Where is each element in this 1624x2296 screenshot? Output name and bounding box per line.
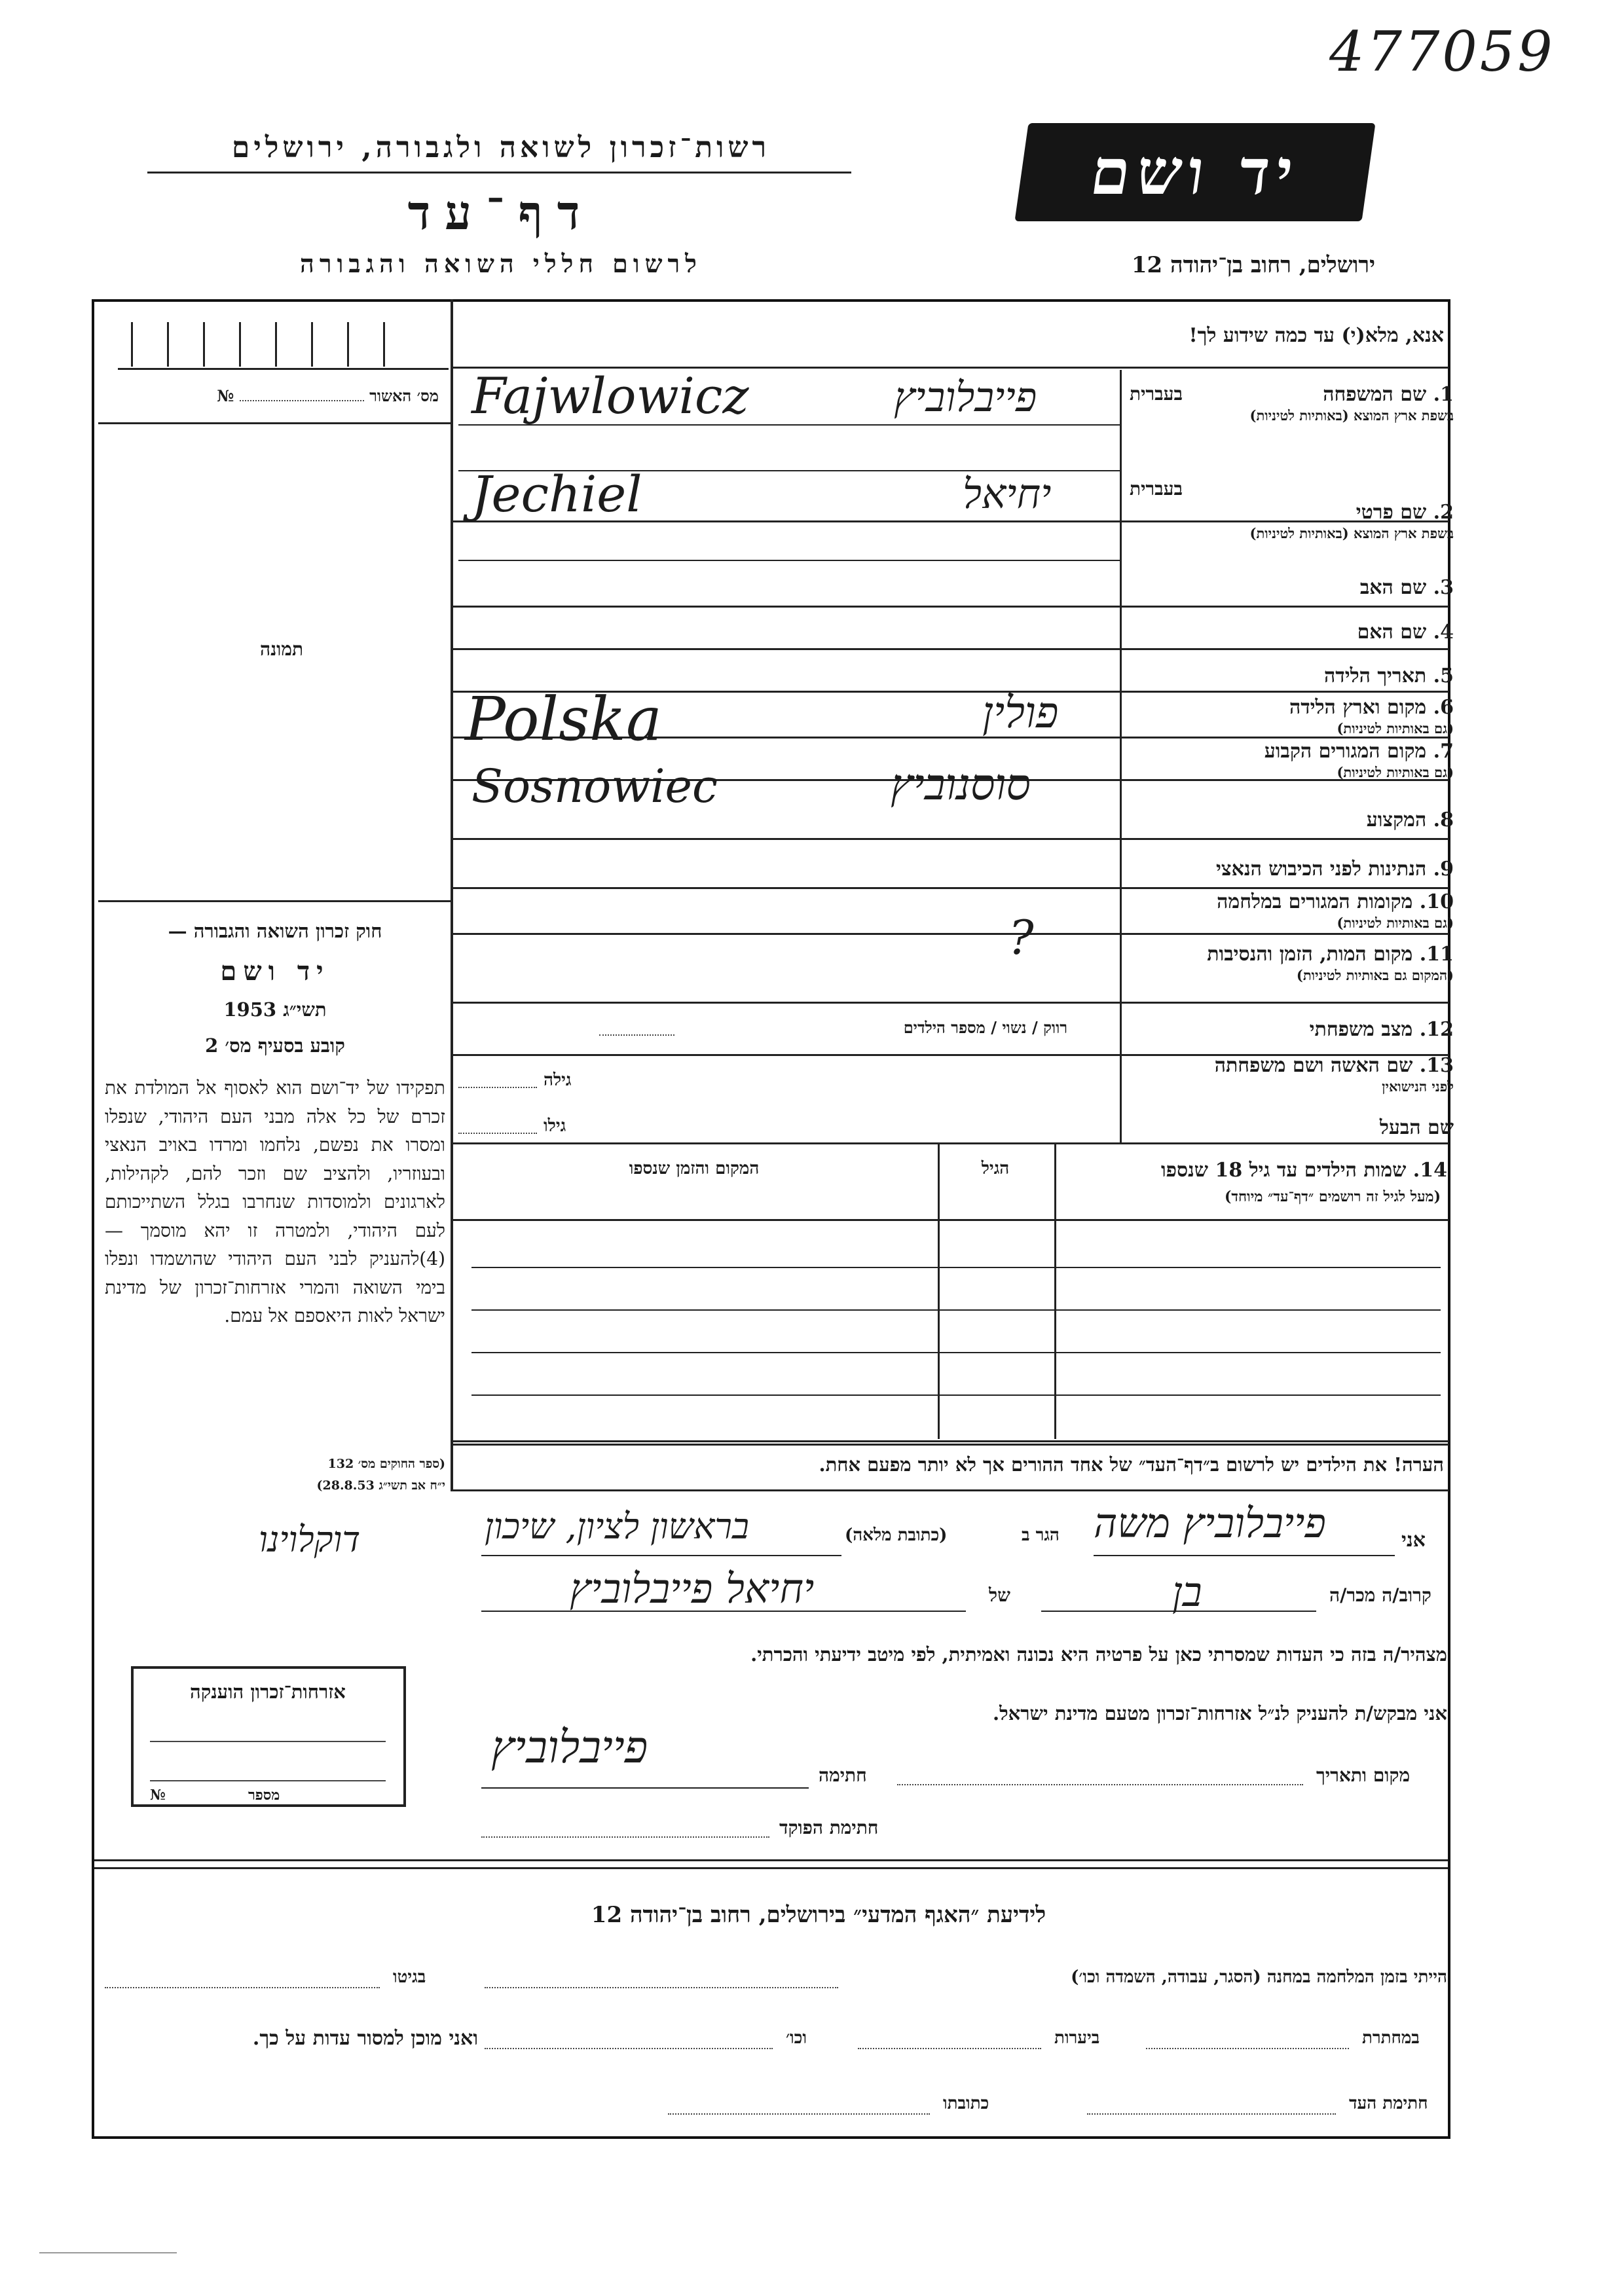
law-title: חוק זכרון השואה והגבורה — xyxy=(168,920,382,942)
side-note: דוקלוינו xyxy=(259,1519,361,1560)
birthplace-hebrew: פולין xyxy=(982,687,1059,738)
law-logo: יד ושם xyxy=(220,956,330,987)
archive-line-2a: במחתרת xyxy=(1362,2028,1420,2048)
children-subtitle: (מעל לגיל זה רושמים ״דף־עד״ מיוחד) xyxy=(1224,1188,1441,1205)
header-rule xyxy=(147,172,851,173)
fill-request: אנא, מלא(י) עד כמה שידוע לך! xyxy=(1189,324,1444,347)
law-top-rule xyxy=(98,900,451,902)
declaration-i: אני xyxy=(1401,1529,1426,1552)
declarant-address: בראשון לציון, שיכון xyxy=(485,1506,749,1547)
note-bottom-rule xyxy=(453,1489,1449,1491)
archive-line-2c: וכו׳ xyxy=(786,2028,807,2048)
family-status-options: רווק / נשוי / מספר הילדים xyxy=(903,1018,1067,1037)
declaration-relative: קרוב/ה מכר/ה xyxy=(1329,1584,1431,1606)
residence-latin: Sosnowiec xyxy=(471,759,718,813)
surname-hebrew: פייבלוביץ xyxy=(894,373,1037,421)
archive-camp-blank xyxy=(485,1987,838,1988)
field-10-label: 10. מקומות המגורים במלחמה (גם באותיות לטיניות) xyxy=(1217,890,1454,931)
declaration-of: של xyxy=(989,1584,1010,1606)
surname-latin: Fajwlowicz xyxy=(471,367,749,425)
field-1-number: 1. xyxy=(1433,383,1454,406)
field-2-sub: בשפת ארץ המוצא (באותיות לטיניות) xyxy=(1249,525,1454,541)
archive-line-3a: חתימת העד xyxy=(1349,2094,1428,2113)
yad-vashem-logo xyxy=(1014,123,1375,221)
relation-value: בן xyxy=(1172,1568,1202,1616)
field-4-label: 4. שם האם xyxy=(1357,621,1454,644)
archive-witness-blank xyxy=(1087,2113,1336,2115)
field-7-label: 7. מקום המגורים הקבוע (גם באותיות לטיניות) xyxy=(1264,740,1454,780)
citizenship-number-sign: № xyxy=(150,1787,166,1804)
archive-address-blank xyxy=(668,2113,930,2115)
field-11-mark: ? xyxy=(1008,910,1034,965)
field-1-hebrew-label: בעברית xyxy=(1130,383,1183,405)
place-date-label: מקום ותאריך xyxy=(1316,1764,1411,1786)
archive-etc-blank xyxy=(485,2048,773,2049)
citizenship-number-label: מספר xyxy=(248,1787,280,1804)
col-age-header: הגיל xyxy=(981,1159,1010,1178)
husband-age-blank xyxy=(458,1133,537,1134)
field-5-label: 5. תאריך הלידה xyxy=(1324,665,1454,687)
declaration-request: אני מבקש/ת להעניק לנ״ל אזרחות־זכרון מטעם מדינת ישראל. xyxy=(993,1702,1447,1724)
archive-title: לידיעת ״האגף המדעי״ בירושלים, רחוב בן־יהודה 12 xyxy=(591,1902,1046,1928)
table-bottom-rule xyxy=(453,1440,1449,1442)
law-clause: קובע בסעיף מס׳ 2 xyxy=(205,1034,345,1057)
note-top-rule xyxy=(453,1444,1449,1446)
signature-rule xyxy=(481,1787,809,1789)
left-law-bottom xyxy=(451,1442,453,1491)
note-text: הערה! את הילדים יש לרשום ב״דף־העד״ של אחד ההורים אך לא יותר מפעם אחת. xyxy=(819,1453,1444,1476)
firstname-hebrew: יחיאל xyxy=(963,470,1052,518)
children-count-blank xyxy=(599,1034,674,1036)
field-6-label: 6. מקום וארץ הלידה (גם באותיות לטיניות) xyxy=(1289,696,1454,737)
approval-boxes xyxy=(118,322,449,370)
institution-name: רשות־זכרון לשואה ולגבורה, ירושלים xyxy=(231,131,771,164)
field-1-sub: בשפת ארץ המוצא (באותיות לטיניות) xyxy=(1249,407,1454,424)
form-title: דף־עד xyxy=(407,185,595,240)
field-2-text: שם פרטי xyxy=(1356,501,1427,524)
header-address: ירושלים, רחוב בן־יהודה 12 xyxy=(1131,252,1375,278)
approval-label xyxy=(124,386,439,406)
archive-line-2d: ואני מוכן למסור עדות על כך. xyxy=(252,2027,478,2050)
wife-age-label: גילה xyxy=(544,1070,572,1090)
col-place-header: המקום והזמן שנספו xyxy=(629,1159,760,1178)
field-2-hebrew-label: בעברית xyxy=(1130,478,1183,500)
declaration-residing: הגר ב xyxy=(1022,1525,1060,1545)
signature-value: פייבלוביץ xyxy=(491,1722,648,1774)
archive-line-1b: בגיטו xyxy=(393,1967,426,1987)
law-source-1: (ספר החוקים מס׳ 132 xyxy=(327,1457,445,1471)
field-12-label: 12. מצב משפחתי xyxy=(1309,1018,1454,1041)
field-3-label: 3. שם האב xyxy=(1359,576,1454,599)
residence-hebrew: סוסנוביץ xyxy=(891,759,1031,810)
declaration-address-hint: (כתובת מלאה) xyxy=(845,1525,948,1545)
husband-label: שם הבעל xyxy=(1379,1116,1454,1139)
field-9-label: 9. הנתינות לפני הכיבוש הנאצי xyxy=(1215,858,1454,881)
label-column-divider xyxy=(1120,370,1122,1142)
field-8-label: 8. המקצוע xyxy=(1366,809,1454,831)
law-year: תשי״ג 1953 xyxy=(223,998,327,1021)
form-subtitle: לרשום חללי השואה והגבורה xyxy=(300,249,702,278)
archive-ghetto-blank xyxy=(105,1987,380,1988)
archive-number: 477059 xyxy=(1329,20,1555,84)
declarant-name: פייבלוביץ משה xyxy=(1094,1499,1326,1547)
archive-line-2b: ביערות xyxy=(1054,2028,1100,2048)
declaration-statement: מצהיר/ה בזה כי העדות שמסרתי כאן על פרטיה היא נכונה ואמיתית, לפי מיטב ידיעתי והכרתי. xyxy=(750,1643,1447,1666)
number-sign: № xyxy=(217,386,234,405)
approval-number-label: מס׳ האשור xyxy=(369,386,439,405)
citizenship-box xyxy=(131,1666,406,1807)
field-1-text: שם המשפחה xyxy=(1323,383,1427,406)
field-13-label: 13. שם האשה ושם משפחתה לפני הנישואין xyxy=(1214,1054,1454,1095)
archive-rule-1 xyxy=(94,1859,1448,1861)
logo-text: יד ושם xyxy=(1086,135,1304,209)
children-title: 14. שמות הילדים עד גיל 18 שנספו xyxy=(1160,1159,1447,1182)
signature-label: חתימה xyxy=(819,1764,867,1786)
declarant-name-rule xyxy=(1094,1555,1395,1556)
archive-rule-2 xyxy=(94,1867,1448,1869)
firstname-latin: Jechiel xyxy=(471,465,642,523)
officer-signature-blank xyxy=(481,1836,769,1838)
of-name: יחיאל פייבלוביץ xyxy=(570,1565,815,1613)
table-header-rule xyxy=(453,1219,1449,1221)
approval-rule xyxy=(98,422,451,424)
field-2-number: 2. xyxy=(1433,501,1454,524)
law-source-2: י״ח אב תשי״ג 28.8.53) xyxy=(316,1478,445,1493)
field-11-label: 11. מקום המות, הזמן והנסיבות (המקום גם באותיות לטיניות) xyxy=(1207,943,1454,983)
declarant-address-rule xyxy=(481,1555,841,1556)
left-column-divider xyxy=(451,299,453,1465)
archive-line-1a: הייתי בזמן המלחמה במחנה (הסגר, עבודה, השמדה וכו׳) xyxy=(1071,1967,1447,1987)
husband-age-label: גילו xyxy=(544,1116,566,1136)
wife-age-blank xyxy=(458,1087,537,1088)
place-date-blank xyxy=(897,1784,1303,1785)
photo-label: תמונה xyxy=(259,638,304,660)
field-2-label xyxy=(1126,501,1454,542)
archive-underground-blank xyxy=(1146,2048,1349,2049)
birthplace-latin: Polska xyxy=(465,684,662,754)
archive-line-3b: כתובתו xyxy=(943,2094,989,2113)
scan-edge-mark xyxy=(39,2252,177,2253)
citizenship-title: אזרחות־זכרון הוענקה xyxy=(190,1681,346,1703)
archive-forest-blank xyxy=(858,2048,1041,2049)
officer-signature-label: חתימת הפוקד xyxy=(779,1817,879,1838)
law-text: תפקידו של יד־ושם הוא לאסוף אל המולדת את זכרם של כל אלה מבני העם היהודי, שנפלו ומסרו את נפשם, נלחמו ומרדו באויב הנאצי ובעוזריו, ולהציב שם וזכר להם, לקהילות, לארגונים ולמוסדות שנחרבו בגלל השתייכותם לעם היהודי, ולמטרה זו יהא מוסמך — (4)להעניק לבני העם היהודי שהושמדו ונפלו בימי השואה והמרי אזרחות־זכרון של מדינת ישראל לאות היאספם אל עמם. xyxy=(105,1077,445,1326)
